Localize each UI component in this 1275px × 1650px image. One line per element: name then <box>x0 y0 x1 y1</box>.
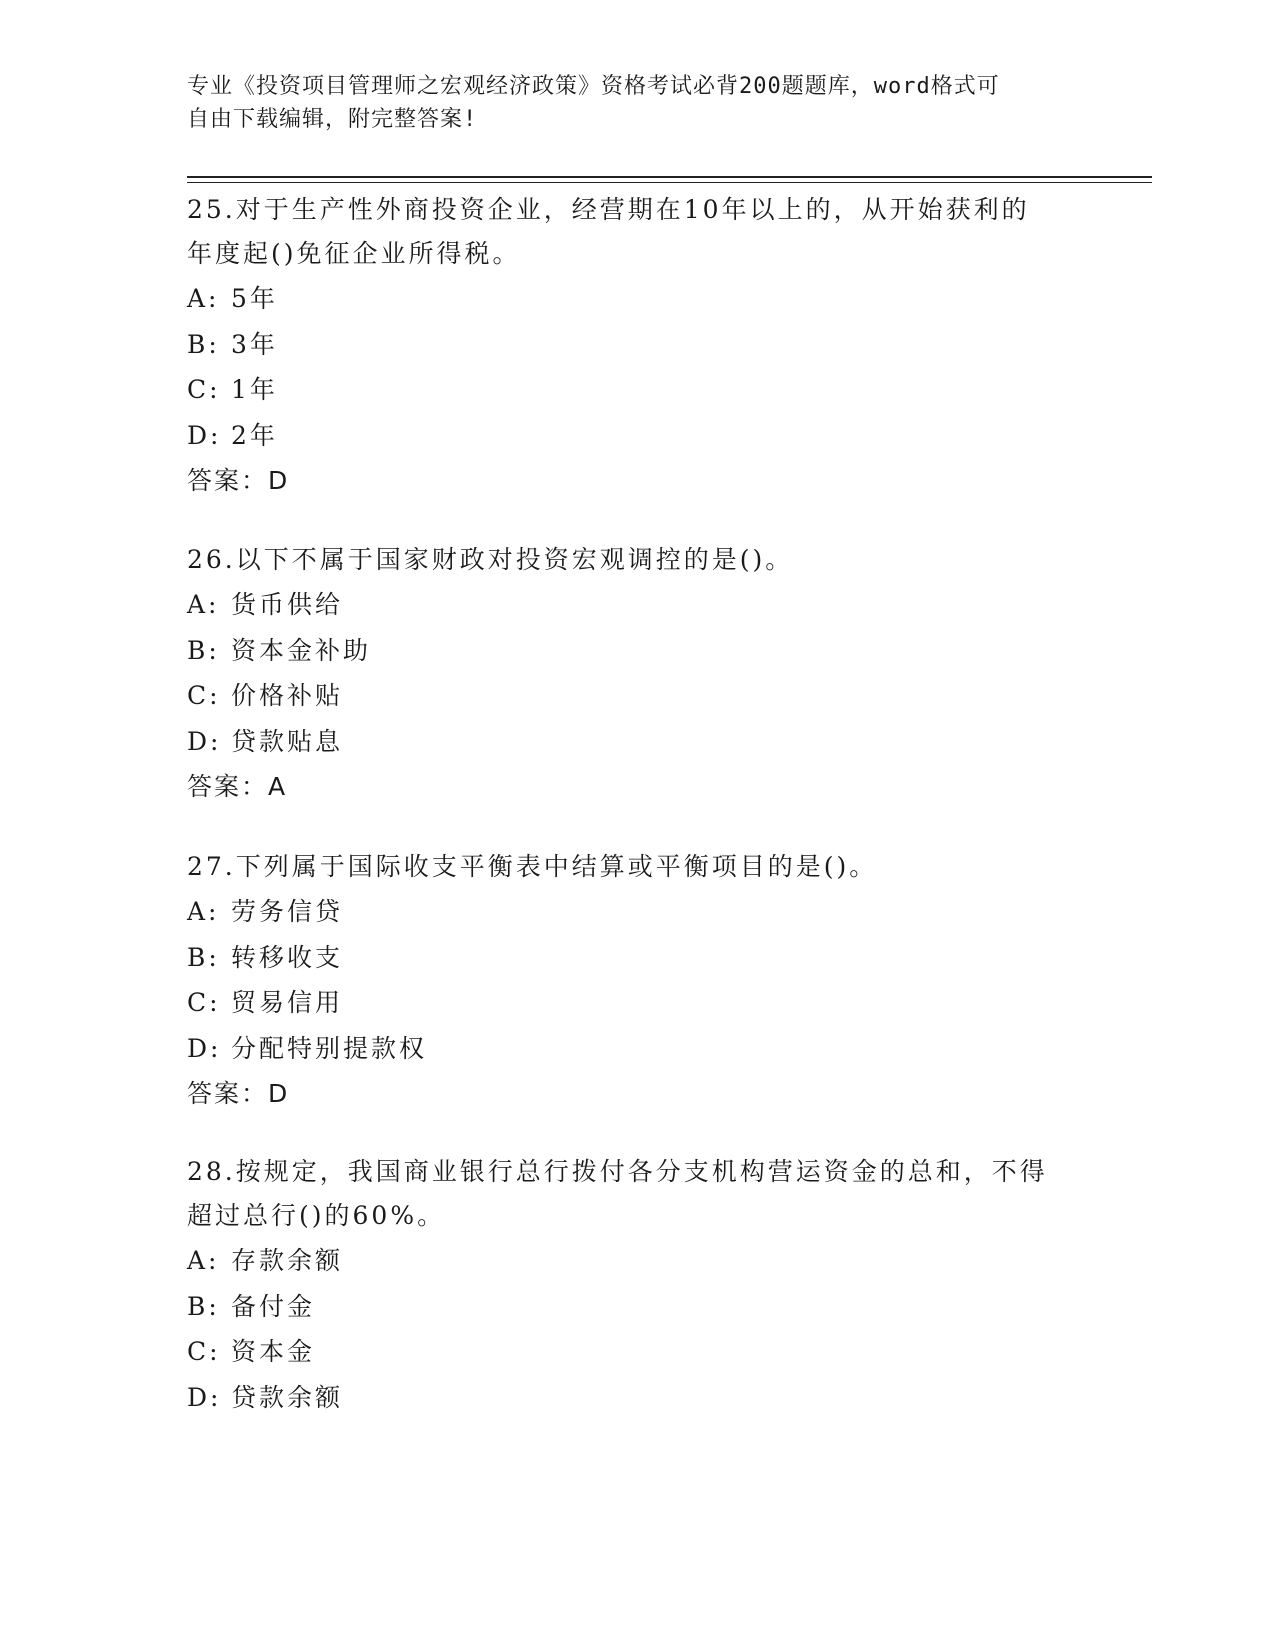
header-divider-thick <box>187 176 1152 178</box>
option-b <box>187 628 1077 674</box>
option-text: 5年 <box>231 284 278 313</box>
option-text: 贷款余额 <box>231 1382 344 1412</box>
option-b <box>187 322 1077 368</box>
option-letter: D: <box>187 726 222 756</box>
question-stem-line-1: 25.对于生产性外商投资企业，经营期在10年以上的，从开始获利的 <box>187 195 1030 224</box>
option-a <box>187 582 1077 628</box>
option-text: 2年 <box>231 420 278 450</box>
option-d <box>187 719 1077 765</box>
option-letter: C: <box>187 1337 221 1366</box>
option-text: 分配特别提款权 <box>231 1033 428 1063</box>
option-d <box>187 1375 1077 1421</box>
option-text: 资本金补助 <box>231 635 372 665</box>
option-letter: A: <box>187 1246 220 1275</box>
question-28 <box>187 1150 1077 1420</box>
option-letter: B: <box>187 1291 220 1321</box>
option-letter: C: <box>187 988 221 1017</box>
option-letter: B: <box>187 635 220 665</box>
option-letter: D: <box>187 1382 222 1412</box>
question-stem-line-2: 超过总行()的60%。 <box>187 1201 446 1230</box>
option-letter: D: <box>187 420 222 450</box>
option-letter: B: <box>187 329 220 359</box>
header-divider-thin <box>187 182 1152 183</box>
option-c <box>187 1329 1077 1375</box>
header-line-2: 自由下载编辑，附完整答案! <box>187 107 478 132</box>
answer-line: 答案：D <box>187 1079 290 1108</box>
option-text: 货币供给 <box>231 590 344 619</box>
option-text: 转移收支 <box>231 942 344 972</box>
option-letter: C: <box>187 681 221 710</box>
question-25 <box>187 188 1077 504</box>
document-header <box>187 70 1067 136</box>
answer-line: 答案：A <box>187 772 288 801</box>
option-text: 3年 <box>231 329 278 359</box>
option-a <box>187 1238 1077 1284</box>
option-text: 价格补贴 <box>231 681 344 710</box>
header-line-1: 专业《投资项目管理师之宏观经济政策》资格考试必背200题题库，word格式可 <box>187 74 1000 99</box>
question-stem-line-1: 27.下列属于国际收支平衡表中结算或平衡项目的是()。 <box>187 852 878 881</box>
option-d <box>187 1026 1077 1072</box>
question-stem-line-1: 26.以下不属于国家财政对投资宏观调控的是()。 <box>187 545 794 574</box>
option-letter: A: <box>187 284 220 313</box>
question-stem-line-1: 28.按规定，我国商业银行总行拨付各分支机构营运资金的总和，不得 <box>187 1157 1048 1186</box>
option-letter: A: <box>187 897 220 926</box>
question-27 <box>187 845 1077 1117</box>
option-c <box>187 367 1077 413</box>
option-text: 劳务信贷 <box>231 897 344 926</box>
question-stem-line-2: 年度起()免征企业所得税。 <box>187 239 521 268</box>
option-text: 备付金 <box>231 1291 316 1321</box>
option-letter: C: <box>187 375 221 404</box>
option-a <box>187 276 1077 322</box>
option-letter: A: <box>187 590 220 619</box>
answer-line: 答案：D <box>187 466 290 495</box>
option-letter: B: <box>187 942 220 972</box>
option-text: 资本金 <box>231 1337 316 1366</box>
option-c <box>187 980 1077 1026</box>
option-text: 贸易信用 <box>231 988 344 1017</box>
option-text: 存款余额 <box>231 1246 344 1275</box>
option-letter: D: <box>187 1033 222 1063</box>
option-text: 1年 <box>231 375 278 404</box>
option-c <box>187 673 1077 719</box>
option-b <box>187 935 1077 981</box>
question-26 <box>187 538 1077 810</box>
option-d <box>187 413 1077 459</box>
option-b <box>187 1284 1077 1330</box>
option-text: 贷款贴息 <box>231 726 344 756</box>
option-a <box>187 889 1077 935</box>
